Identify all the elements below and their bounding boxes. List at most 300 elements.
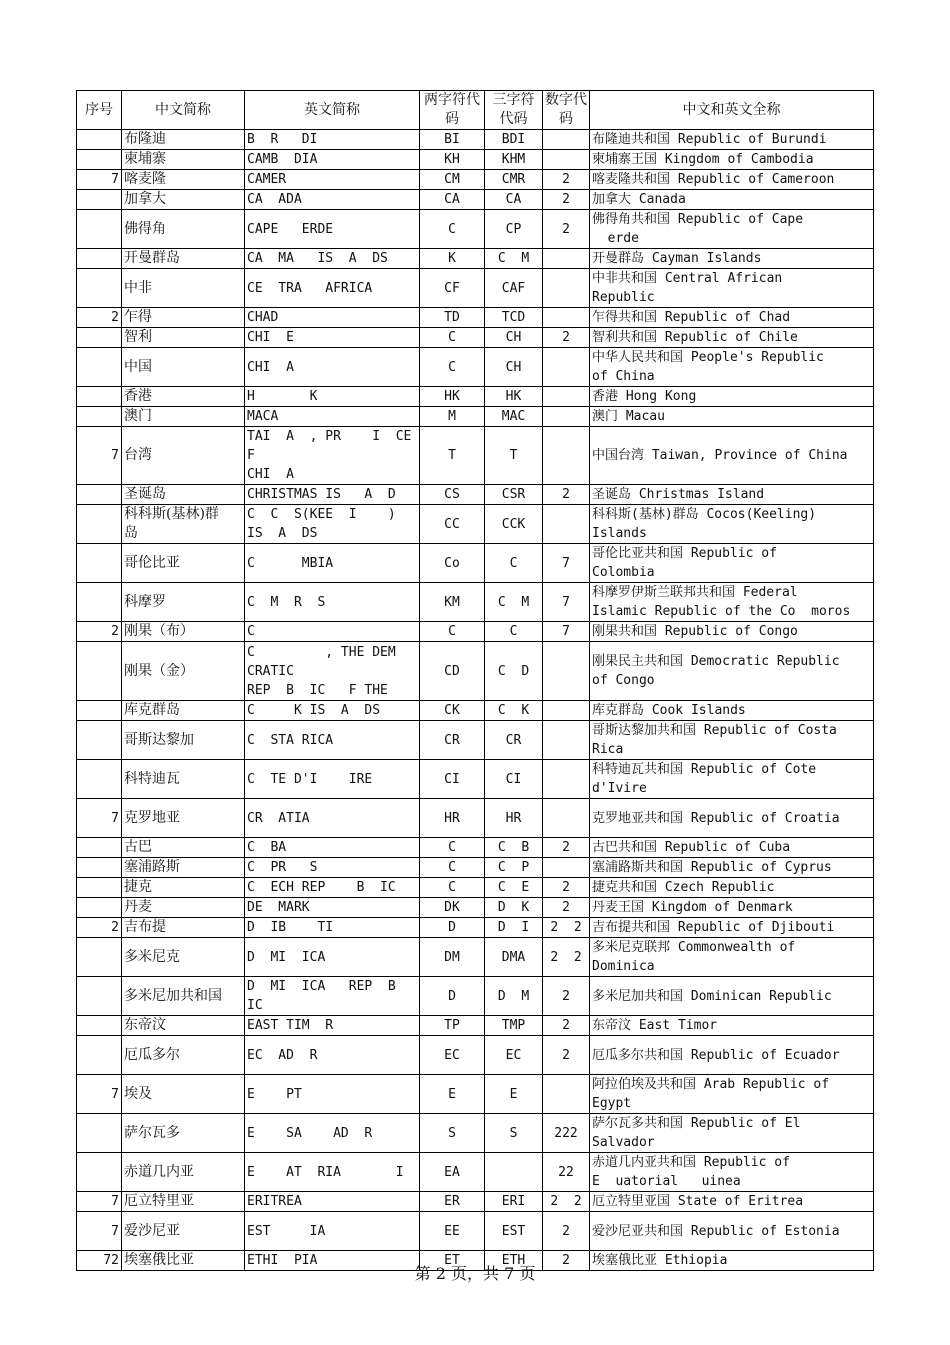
table-row (77, 544, 874, 583)
english-short-name: H K (245, 387, 420, 407)
chinese-short-name: 库克群岛 (122, 701, 245, 721)
alpha2-code: CA (420, 190, 485, 210)
header-alpha3: 三字符代码 (485, 91, 543, 130)
row-number (77, 642, 122, 701)
row-number: 7 (77, 427, 122, 485)
numeric-code (543, 269, 590, 308)
english-short-name: C C S(KEE I ) IS A DS (245, 505, 420, 544)
table-row (77, 505, 874, 544)
alpha2-code: TD (420, 308, 485, 328)
alpha2-code: CR (420, 721, 485, 760)
alpha2-code: EC (420, 1036, 485, 1075)
table-row (77, 328, 874, 348)
table-row (77, 190, 874, 210)
alpha2-code: C (420, 210, 485, 249)
alpha3-code: S (485, 1114, 543, 1153)
alpha2-code: T (420, 427, 485, 485)
full-name: 刚果共和国 Republic of Congo (590, 622, 874, 642)
header-row (77, 91, 874, 130)
numeric-code: 22 (543, 1153, 590, 1192)
numeric-code (543, 348, 590, 387)
english-short-name: EC AD R (245, 1036, 420, 1075)
row-number (77, 505, 122, 544)
row-number (77, 485, 122, 505)
full-name: 中国台湾 Taiwan, Province of China (590, 427, 874, 485)
full-name: 圣诞岛 Christmas Island (590, 485, 874, 505)
full-name: 塞浦路斯共和国 Republic of Cyprus (590, 858, 874, 878)
chinese-short-name: 台湾 (122, 427, 245, 485)
chinese-short-name: 科科斯(基林)群 岛 (122, 505, 245, 544)
full-name: 赤道几内亚共和国 Republic of E uatorial uinea (590, 1153, 874, 1192)
numeric-code (543, 150, 590, 170)
numeric-code (543, 701, 590, 721)
alpha2-code: CS (420, 485, 485, 505)
english-short-name: D MI ICA (245, 938, 420, 977)
numeric-code (543, 642, 590, 701)
numeric-code: 2 (543, 1036, 590, 1075)
alpha2-code: C (420, 858, 485, 878)
table-row (77, 249, 874, 269)
row-number: 7 (77, 1212, 122, 1251)
table-row (77, 799, 874, 838)
alpha2-code: Co (420, 544, 485, 583)
numeric-code: 2 (543, 838, 590, 858)
chinese-short-name: 埃及 (122, 1075, 245, 1114)
numeric-code (543, 760, 590, 799)
numeric-code (543, 427, 590, 485)
english-short-name: E PT (245, 1075, 420, 1114)
full-name: 阿拉伯埃及共和国 Arab Republic of Egypt (590, 1075, 874, 1114)
numeric-code: 2 2 (543, 918, 590, 938)
english-short-name: EST IA (245, 1212, 420, 1251)
english-short-name: EAST TIM R (245, 1016, 420, 1036)
row-number (77, 858, 122, 878)
row-number (77, 210, 122, 249)
row-number (77, 269, 122, 308)
alpha3-code: CH (485, 348, 543, 387)
alpha3-code: C (485, 622, 543, 642)
alpha3-code: MAC (485, 407, 543, 427)
alpha3-code (485, 1153, 543, 1192)
english-short-name: C PR S (245, 858, 420, 878)
numeric-code (543, 308, 590, 328)
table-row (77, 308, 874, 328)
row-number (77, 1114, 122, 1153)
alpha3-code: KHM (485, 150, 543, 170)
alpha3-code: TMP (485, 1016, 543, 1036)
english-short-name: C STA RICA (245, 721, 420, 760)
alpha3-code: HK (485, 387, 543, 407)
table-row (77, 348, 874, 387)
row-number (77, 721, 122, 760)
header-alpha2: 两字符代码 (420, 91, 485, 130)
numeric-code: 7 (543, 583, 590, 622)
row-number: 7 (77, 1075, 122, 1114)
row-number (77, 1016, 122, 1036)
english-short-name: C K IS A DS (245, 701, 420, 721)
row-number (77, 878, 122, 898)
english-short-name: C M R S (245, 583, 420, 622)
english-short-name: CAMER (245, 170, 420, 190)
full-name: 香港 Hong Kong (590, 387, 874, 407)
table-row (77, 210, 874, 249)
row-number (77, 190, 122, 210)
numeric-code (543, 407, 590, 427)
chinese-short-name: 佛得角 (122, 210, 245, 249)
full-name: 丹麦王国 Kingdom of Denmark (590, 898, 874, 918)
chinese-short-name: 哥斯达黎加 (122, 721, 245, 760)
english-short-name: CAMB DIA (245, 150, 420, 170)
alpha3-code: D M (485, 977, 543, 1016)
full-name: 佛得角共和国 Republic of Cape erde (590, 210, 874, 249)
english-short-name: CHRISTMAS IS A D (245, 485, 420, 505)
alpha2-code: DM (420, 938, 485, 977)
alpha2-code: DK (420, 898, 485, 918)
header-en-short: 英文简称 (245, 91, 420, 130)
alpha3-code: BDI (485, 130, 543, 150)
alpha2-code: C (420, 348, 485, 387)
chinese-short-name: 加拿大 (122, 190, 245, 210)
alpha2-code: EE (420, 1212, 485, 1251)
table-row (77, 622, 874, 642)
english-short-name: E AT RIA I (245, 1153, 420, 1192)
row-number (77, 249, 122, 269)
table-row (77, 170, 874, 190)
alpha2-code: CK (420, 701, 485, 721)
full-name: 吉布提共和国 Republic of Djibouti (590, 918, 874, 938)
full-name: 库克群岛 Cook Islands (590, 701, 874, 721)
table-row (77, 387, 874, 407)
chinese-short-name: 刚果（金） (122, 642, 245, 701)
alpha3-code: C P (485, 858, 543, 878)
english-short-name: C ECH REP B IC (245, 878, 420, 898)
english-short-name: D MI ICA REP B IC (245, 977, 420, 1016)
full-name: 厄立特里亚国 State of Eritrea (590, 1192, 874, 1212)
table-row (77, 898, 874, 918)
english-short-name: CHI A (245, 348, 420, 387)
chinese-short-name: 哥伦比亚 (122, 544, 245, 583)
table-row (77, 878, 874, 898)
full-name: 加拿大 Canada (590, 190, 874, 210)
full-name: 澳门 Macau (590, 407, 874, 427)
row-number: 2 (77, 622, 122, 642)
full-name: 多米尼加共和国 Dominican Republic (590, 977, 874, 1016)
full-name: 厄瓜多尔共和国 Republic of Ecuador (590, 1036, 874, 1075)
alpha3-code: HR (485, 799, 543, 838)
table-row (77, 1192, 874, 1212)
english-short-name: C MBIA (245, 544, 420, 583)
row-number (77, 977, 122, 1016)
chinese-short-name: 澳门 (122, 407, 245, 427)
table-row (77, 938, 874, 977)
full-name: 哥斯达黎加共和国 Republic of Costa Rica (590, 721, 874, 760)
english-short-name: CR ATIA (245, 799, 420, 838)
alpha3-code: CMR (485, 170, 543, 190)
table-row (77, 918, 874, 938)
chinese-short-name: 赤道几内亚 (122, 1153, 245, 1192)
row-number (77, 760, 122, 799)
page-footer: 第 2 页，共 7 页 (414, 1264, 536, 1283)
row-number (77, 130, 122, 150)
english-short-name: CHI E (245, 328, 420, 348)
english-short-name: C TE D'I IRE (245, 760, 420, 799)
table-row (77, 1016, 874, 1036)
numeric-code: 2 2 (543, 938, 590, 977)
numeric-code (543, 505, 590, 544)
table-row (77, 642, 874, 701)
row-number (77, 838, 122, 858)
header-cn-short: 中文简称 (122, 91, 245, 130)
alpha3-code: D I (485, 918, 543, 938)
row-number (77, 387, 122, 407)
english-short-name: C , THE DEM CRATIC REP B IC F THE (245, 642, 420, 701)
alpha3-code: E (485, 1075, 543, 1114)
numeric-code: 2 (543, 328, 590, 348)
full-name: 开曼群岛 Cayman Islands (590, 249, 874, 269)
chinese-short-name: 东帝汶 (122, 1016, 245, 1036)
table-row (77, 407, 874, 427)
table-body (77, 130, 874, 1271)
english-short-name: DE MARK (245, 898, 420, 918)
table-row (77, 858, 874, 878)
numeric-code (543, 387, 590, 407)
full-name: 多米尼克联邦 Commonwealth of Dominica (590, 938, 874, 977)
header-no: 序号 (77, 91, 122, 130)
table-row (77, 701, 874, 721)
full-name: 中非共和国 Central African Republic (590, 269, 874, 308)
numeric-code: 2 (543, 210, 590, 249)
row-number (77, 328, 122, 348)
alpha3-code: C E (485, 878, 543, 898)
chinese-short-name: 布隆迪 (122, 130, 245, 150)
table-row (77, 721, 874, 760)
alpha2-code: K (420, 249, 485, 269)
table-row (77, 977, 874, 1016)
numeric-code (543, 1075, 590, 1114)
row-number: 2 (77, 918, 122, 938)
alpha3-code: CAF (485, 269, 543, 308)
row-number: 7 (77, 799, 122, 838)
english-short-name: D IB TI (245, 918, 420, 938)
table-row (77, 1212, 874, 1251)
alpha2-code: CI (420, 760, 485, 799)
numeric-code (543, 799, 590, 838)
alpha2-code: D (420, 918, 485, 938)
chinese-short-name: 科摩罗 (122, 583, 245, 622)
alpha2-code: HR (420, 799, 485, 838)
alpha2-code: E (420, 1075, 485, 1114)
full-name: 乍得共和国 Republic of Chad (590, 308, 874, 328)
chinese-short-name: 乍得 (122, 308, 245, 328)
full-name: 智利共和国 Republic of Chile (590, 328, 874, 348)
english-short-name: CA ADA (245, 190, 420, 210)
numeric-code: 2 (543, 1016, 590, 1036)
full-name: 克罗地亚共和国 Republic of Croatia (590, 799, 874, 838)
alpha3-code: EST (485, 1212, 543, 1251)
alpha3-code: C M (485, 249, 543, 269)
english-short-name: CE TRA AFRICA (245, 269, 420, 308)
full-name: 爱沙尼亚共和国 Republic of Estonia (590, 1212, 874, 1251)
alpha3-code: D K (485, 898, 543, 918)
alpha3-code: C K (485, 701, 543, 721)
chinese-short-name: 智利 (122, 328, 245, 348)
chinese-short-name: 中国 (122, 348, 245, 387)
table-row (77, 427, 874, 485)
row-number (77, 407, 122, 427)
english-short-name: B R DI (245, 130, 420, 150)
alpha3-code: T (485, 427, 543, 485)
alpha2-code: C (420, 328, 485, 348)
alpha3-code: C (485, 544, 543, 583)
numeric-code: 2 (543, 878, 590, 898)
alpha3-code: CCK (485, 505, 543, 544)
english-short-name: ERITREA (245, 1192, 420, 1212)
alpha2-code: CC (420, 505, 485, 544)
numeric-code (543, 858, 590, 878)
table-row (77, 485, 874, 505)
alpha3-code: CA (485, 190, 543, 210)
table-row (77, 1153, 874, 1192)
alpha3-code: ERI (485, 1192, 543, 1212)
table-row (77, 583, 874, 622)
alpha2-code: BI (420, 130, 485, 150)
alpha3-code: CR (485, 721, 543, 760)
full-name: 中华人民共和国 People's Republic of China (590, 348, 874, 387)
full-name: 捷克共和国 Czech Republic (590, 878, 874, 898)
row-number: 2 (77, 308, 122, 328)
table-row (77, 269, 874, 308)
numeric-code: 2 (543, 1212, 590, 1251)
table-row (77, 1075, 874, 1114)
chinese-short-name: 丹麦 (122, 898, 245, 918)
row-number (77, 701, 122, 721)
alpha3-code: DMA (485, 938, 543, 977)
numeric-code (543, 249, 590, 269)
table-row (77, 130, 874, 150)
full-name: 科特迪瓦共和国 Republic of Cote d'Ivire (590, 760, 874, 799)
full-name: 科摩罗伊斯兰联邦共和国 Federal Islamic Republic of the Co moros (590, 583, 874, 622)
numeric-code: 7 (543, 544, 590, 583)
row-number (77, 1036, 122, 1075)
alpha3-code: ETH (485, 1251, 543, 1271)
full-name: 布隆迪共和国 Republic of Burundi (590, 130, 874, 150)
alpha3-code: CP (485, 210, 543, 249)
full-name: 埃塞俄比亚 Ethiopia (590, 1251, 874, 1271)
chinese-short-name: 萨尔瓦多 (122, 1114, 245, 1153)
alpha2-code: C (420, 878, 485, 898)
alpha2-code: CD (420, 642, 485, 701)
full-name: 东帝汶 East Timor (590, 1016, 874, 1036)
alpha2-code: CM (420, 170, 485, 190)
table-row (77, 150, 874, 170)
alpha2-code: KH (420, 150, 485, 170)
chinese-short-name: 埃塞俄比亚 (122, 1251, 245, 1271)
chinese-short-name: 捷克 (122, 878, 245, 898)
english-short-name: E SA AD R (245, 1114, 420, 1153)
chinese-short-name: 刚果（布） (122, 622, 245, 642)
chinese-short-name: 科特迪瓦 (122, 760, 245, 799)
numeric-code: 2 (543, 170, 590, 190)
chinese-short-name: 多米尼克 (122, 938, 245, 977)
row-number (77, 544, 122, 583)
alpha2-code: S (420, 1114, 485, 1153)
alpha2-code: TP (420, 1016, 485, 1036)
table-row (77, 1036, 874, 1075)
alpha2-code: ET (420, 1251, 485, 1271)
alpha3-code: TCD (485, 308, 543, 328)
english-short-name: C (245, 622, 420, 642)
alpha2-code: CF (420, 269, 485, 308)
chinese-short-name: 克罗地亚 (122, 799, 245, 838)
english-short-name: MACA (245, 407, 420, 427)
full-name: 刚果民主共和国 Democratic Republic of Congo (590, 642, 874, 701)
chinese-short-name: 喀麦隆 (122, 170, 245, 190)
table-row (77, 760, 874, 799)
alpha3-code: CI (485, 760, 543, 799)
row-number: 72 (77, 1251, 122, 1271)
chinese-short-name: 香港 (122, 387, 245, 407)
alpha3-code: C M (485, 583, 543, 622)
full-name: 柬埔寨王国 Kingdom of Cambodia (590, 150, 874, 170)
numeric-code: 2 (543, 898, 590, 918)
numeric-code: 2 2 (543, 1192, 590, 1212)
row-number (77, 1153, 122, 1192)
chinese-short-name: 吉布提 (122, 918, 245, 938)
chinese-short-name: 柬埔寨 (122, 150, 245, 170)
english-short-name: C BA (245, 838, 420, 858)
alpha2-code: HK (420, 387, 485, 407)
row-number: 7 (77, 170, 122, 190)
alpha2-code: D (420, 977, 485, 1016)
numeric-code: 2 (543, 190, 590, 210)
alpha2-code: EA (420, 1153, 485, 1192)
chinese-short-name: 厄瓜多尔 (122, 1036, 245, 1075)
row-number (77, 938, 122, 977)
alpha3-code: C D (485, 642, 543, 701)
row-number (77, 583, 122, 622)
row-number (77, 348, 122, 387)
chinese-short-name: 多米尼加共和国 (122, 977, 245, 1016)
alpha2-code: C (420, 622, 485, 642)
english-short-name: ETHI PIA (245, 1251, 420, 1271)
numeric-code (543, 721, 590, 760)
numeric-code: 2 (543, 977, 590, 1016)
alpha3-code: C B (485, 838, 543, 858)
numeric-code (543, 130, 590, 150)
english-short-name: CAPE ERDE (245, 210, 420, 249)
full-name: 古巴共和国 Republic of Cuba (590, 838, 874, 858)
chinese-short-name: 爱沙尼亚 (122, 1212, 245, 1251)
country-code-table (76, 90, 874, 1271)
alpha3-code: EC (485, 1036, 543, 1075)
chinese-short-name: 塞浦路斯 (122, 858, 245, 878)
table-row (77, 1114, 874, 1153)
numeric-code: 2 (543, 1251, 590, 1271)
row-number (77, 898, 122, 918)
chinese-short-name: 圣诞岛 (122, 485, 245, 505)
full-name: 哥伦比亚共和国 Republic of Colombia (590, 544, 874, 583)
header-numeric: 数字代码 (543, 91, 590, 130)
full-name: 萨尔瓦多共和国 Republic of El Salvador (590, 1114, 874, 1153)
header-full-name: 中文和英文全称 (590, 91, 874, 130)
alpha2-code: ER (420, 1192, 485, 1212)
english-short-name: CA MA IS A DS (245, 249, 420, 269)
row-number (77, 150, 122, 170)
numeric-code: 222 (543, 1114, 590, 1153)
numeric-code: 2 (543, 485, 590, 505)
alpha3-code: CSR (485, 485, 543, 505)
alpha3-code: CH (485, 328, 543, 348)
